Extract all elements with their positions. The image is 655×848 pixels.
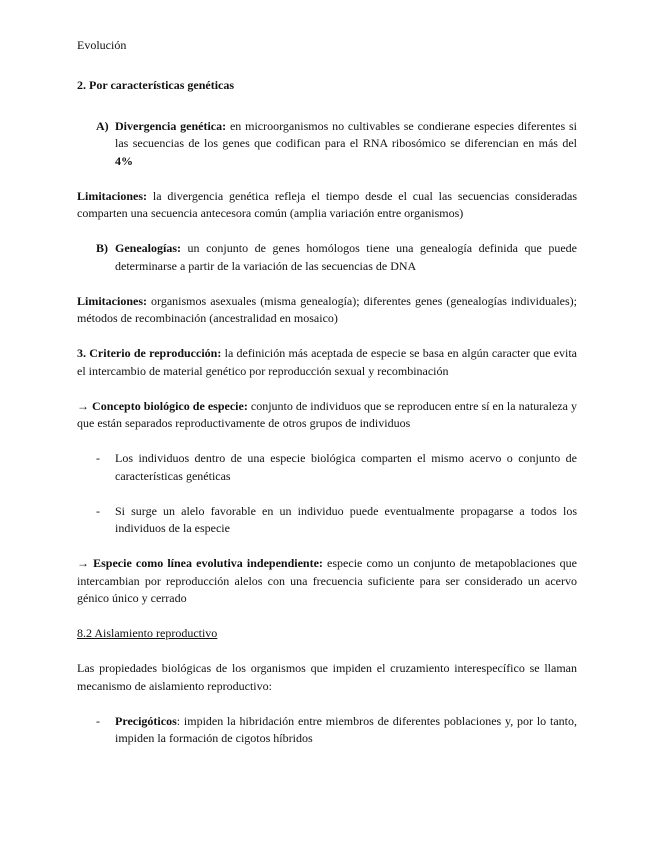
item-b-text: un conjunto de genes homólogos tiene una genealogía definida que puede determinarse a partir de la variación de las secuencias de DNA — [115, 241, 577, 273]
item-a-pct: 4% — [115, 153, 133, 168]
section-2-heading: 2. Por características genéticas — [77, 78, 235, 92]
bullet-dash: - — [96, 713, 100, 728]
precigoticos-text: : impiden la hibridación entre miembros de diferentes poblaciones y, por lo tanto, impiden la formación de cigotos híbridos — [115, 713, 577, 745]
isolation-intro: Las propiedades biológicas de los organismos que impiden el cruzamiento interespecífico se llaman mecanismo de aislamiento reproductivo: — [77, 661, 577, 693]
bullet-item — [77, 450, 577, 485]
independent-lineage-paragraph — [77, 555, 577, 608]
limitations-2-label: Limitaciones: — [77, 293, 147, 308]
item-a — [77, 118, 577, 171]
section-8-2-heading: 8.2 Aislamiento reproductivo — [77, 626, 218, 640]
page-header: Evolución — [77, 38, 127, 52]
item-b — [77, 240, 577, 275]
biological-species-text: conjunto de individuos que se reproducen entre sí en la naturaleza y que están separados reproductivamente de otros grupos de individuos — [77, 398, 577, 430]
precigoticos-term: Precigóticos — [115, 713, 177, 728]
limitations-1 — [77, 188, 577, 223]
biological-species-label: → Concepto biológico de especie: — [77, 398, 248, 413]
bullet-item — [77, 503, 577, 538]
item-a-marker: A) — [96, 118, 109, 133]
limitations-2-text: organismos asexuales (misma genealogía); diferentes genes (genealogías individuales); métodos de recombinación (ancestralidad en mosaico) — [77, 293, 577, 325]
independent-lineage-text: especie como un conjunto de metapoblaciones que intercambian por reproducción alelos con una frecuencia suficiente para ser considerado un acervo génico único y cerrado — [77, 556, 577, 605]
bullet-item-precigoticos — [77, 713, 577, 748]
limitations-1-text: la divergencia genética refleja el tiempo desde el cual las secuencias consideradas comparten una secuencia antecesora común (amplia variación entre organismos) — [77, 188, 577, 220]
document-body — [77, 77, 577, 748]
independent-lineage-label: → Especie como línea evolutiva independiente: — [77, 556, 323, 570]
section-3-label: 3. Criterio de reproducción: — [77, 346, 222, 360]
section-3-text: la definición más aceptada de especie se basa en algún caracter que evita el intercambio de material genético por reproducción sexual y recombinación — [77, 346, 577, 378]
limitations-1-label: Limitaciones: — [77, 188, 147, 203]
item-a-text: en microorganismos no cultivables se condierane especies diferentes si las secuencias de los genes que codifican para el RNA ribosómico se diferencian en más del — [115, 118, 577, 150]
section-3-paragraph — [77, 345, 577, 380]
bullet-text: Si surge un alelo favorable en un individuo puede eventualmente propagarse a todos los individuos de la especie — [115, 503, 577, 535]
bullet-dash: - — [96, 503, 100, 518]
limitations-2 — [77, 293, 577, 328]
item-a-term: Divergencia genética: — [115, 118, 227, 133]
bullet-text: Los individuos dentro de una especie biológica comparten el mismo acervo o conjunto de características genéticas — [115, 451, 577, 483]
biological-species-concept — [77, 398, 577, 433]
item-b-term: Genealogías: — [115, 241, 181, 255]
item-b-marker: B) — [96, 241, 108, 255]
bullet-dash: - — [96, 451, 100, 465]
